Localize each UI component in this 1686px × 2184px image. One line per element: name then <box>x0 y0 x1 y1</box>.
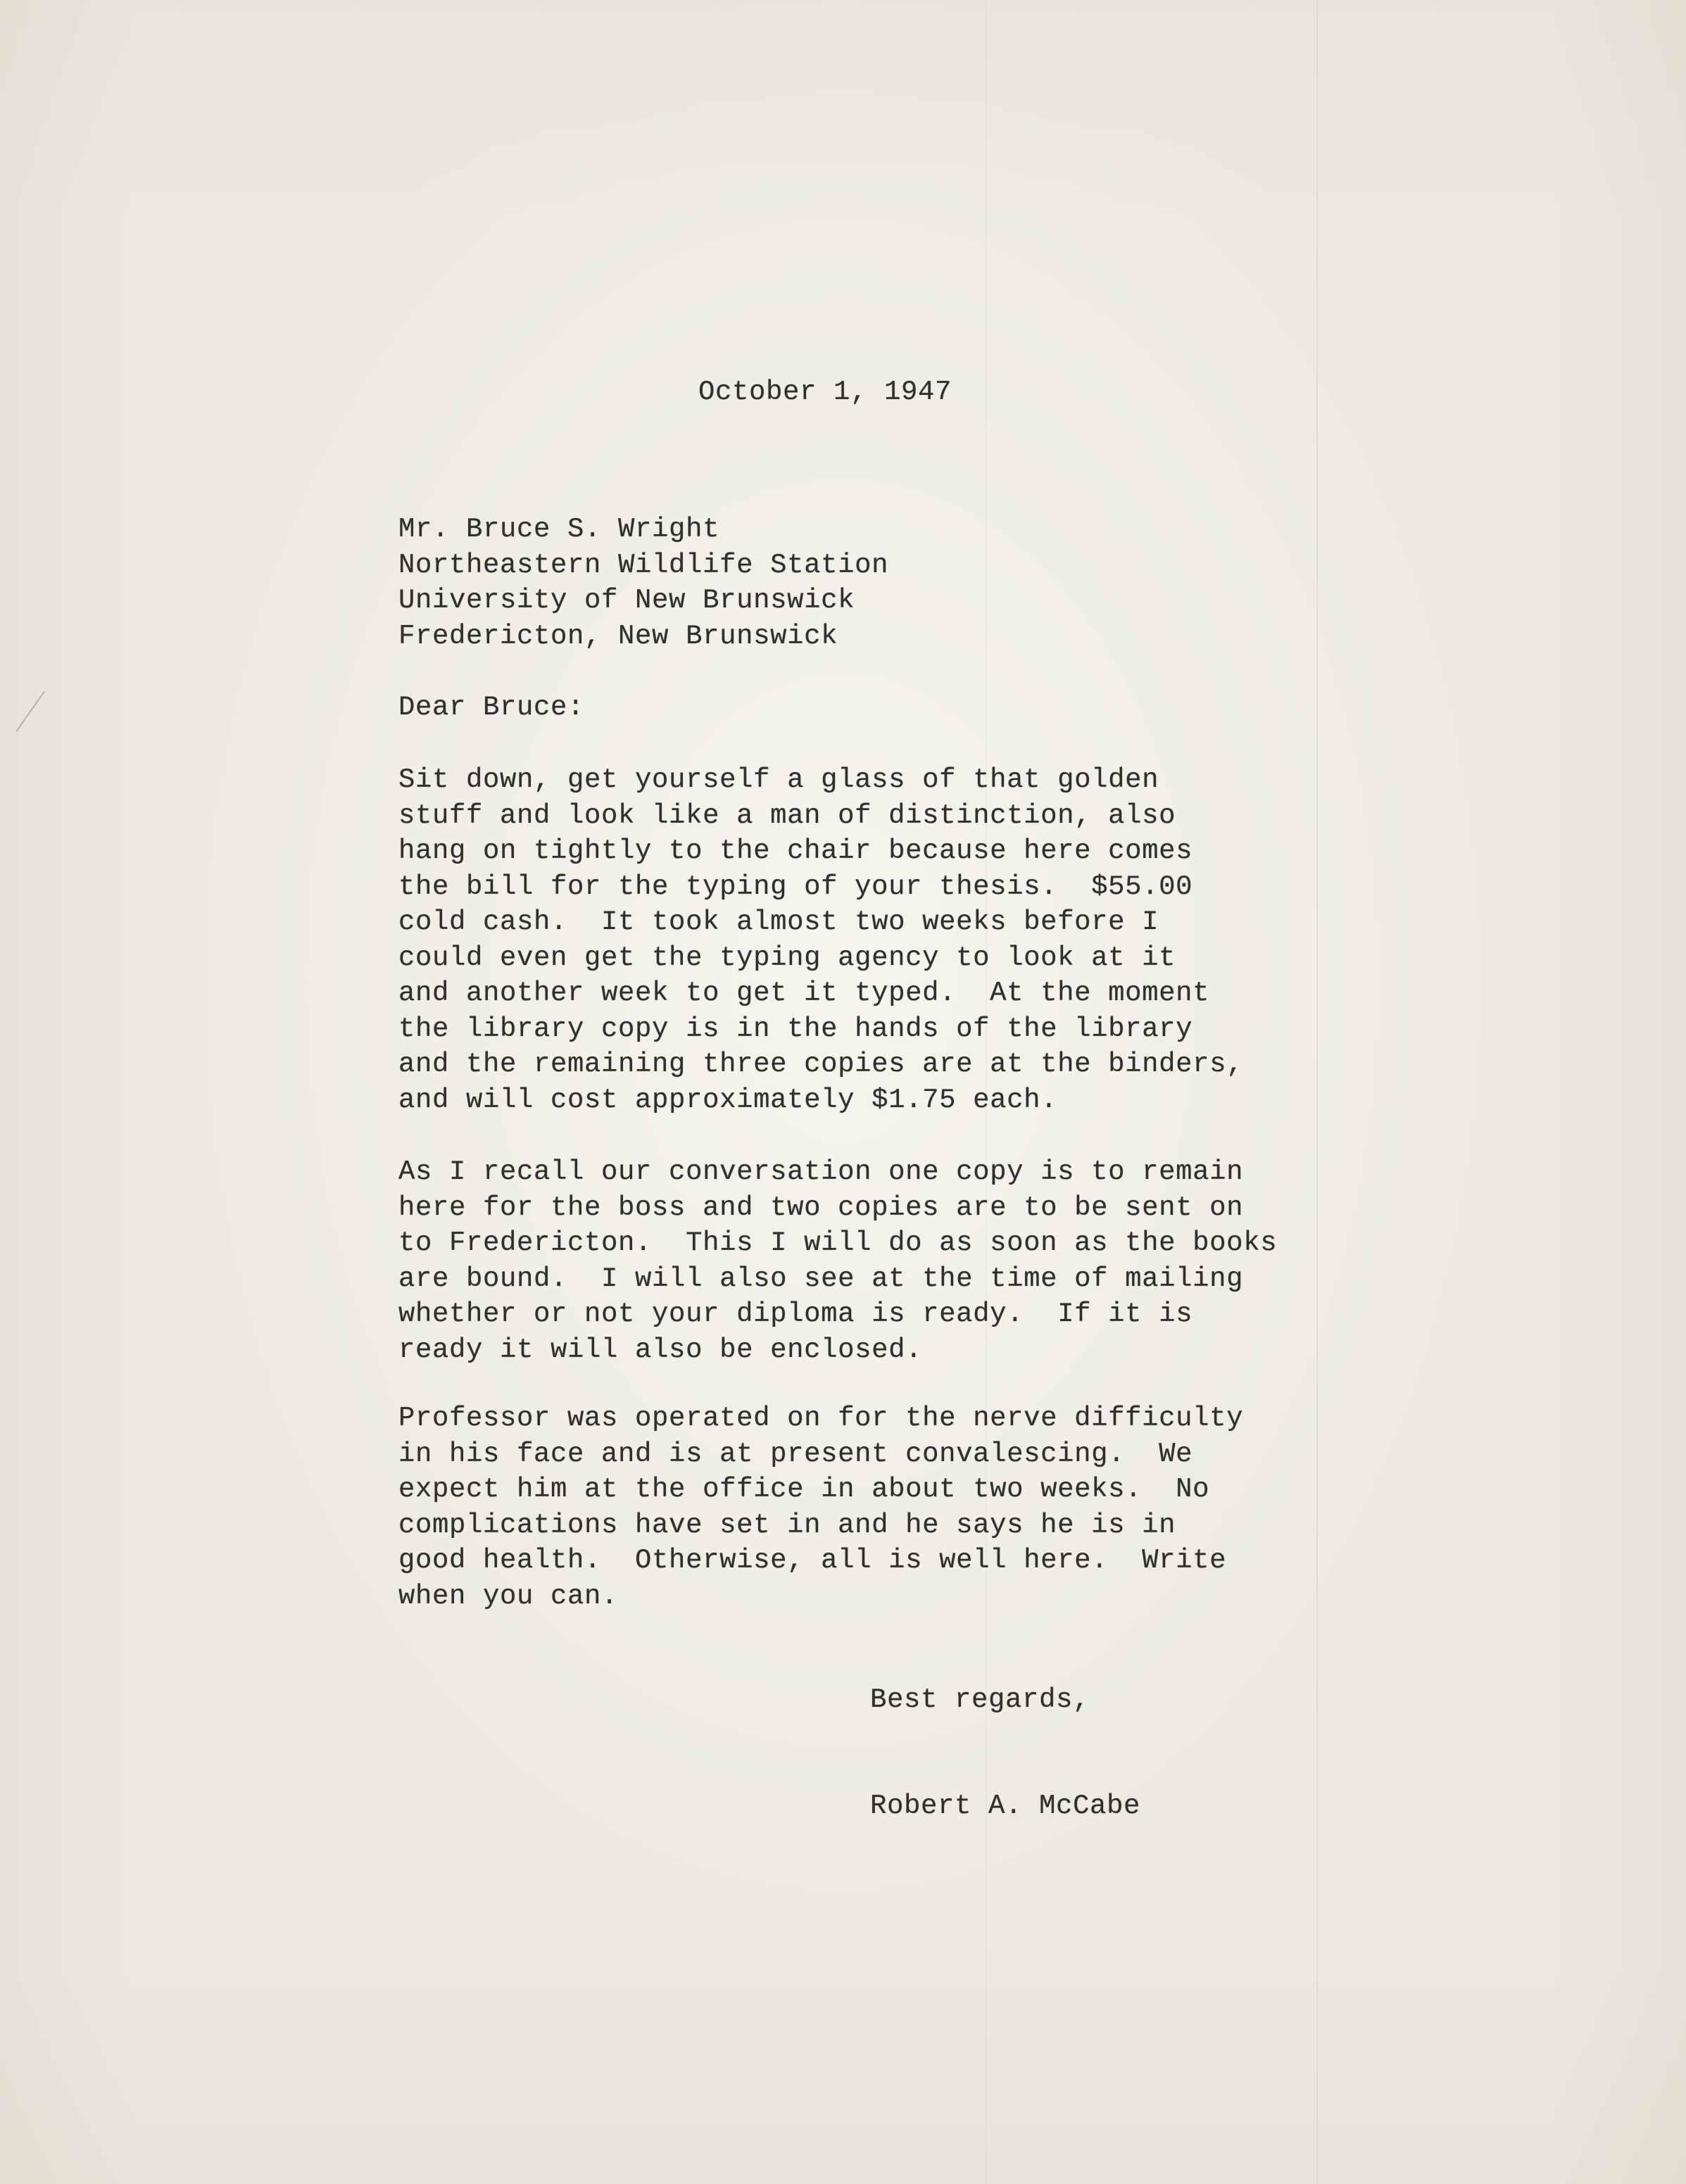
body-line: and the remaining three copies are at the binders, <box>398 1049 1244 1080</box>
body-line: could even get the typing agency to look at it <box>398 942 1176 973</box>
paragraph-1 <box>398 762 1243 1118</box>
margin-pencil-mark <box>15 691 45 732</box>
body-line: the bill for the typing of your thesis. $55.00 <box>398 871 1193 902</box>
body-line: in his face and is at present convalescing. We <box>398 1438 1193 1470</box>
body-line: complications have set in and he says he is in <box>398 1509 1176 1541</box>
body-line: As I recall our conversation one copy is to remain <box>398 1156 1244 1187</box>
body-line: are bound. I will also see at the time of mailing <box>398 1263 1244 1294</box>
body-line: the library copy is in the hands of the library <box>398 1013 1193 1044</box>
closing: Best regards, <box>870 1684 1090 1715</box>
body-line: hang on tightly to the chair because here comes <box>398 835 1193 866</box>
paper-crease <box>1316 0 1318 2184</box>
address-line: Mr. Bruce S. Wright <box>398 514 720 545</box>
body-line: cold cash. It took almost two weeks before I <box>398 907 1159 938</box>
recipient-address <box>398 512 888 654</box>
paragraph-3 <box>398 1401 1243 1614</box>
address-line: University of New Brunswick <box>398 585 855 616</box>
body-line: good health. Otherwise, all is well here. Write <box>398 1545 1227 1576</box>
body-line: Sit down, get yourself a glass of that golden <box>398 764 1159 795</box>
signer-name: Robert A. McCabe <box>870 1791 1141 1822</box>
salutation: Dear Bruce: <box>398 692 585 723</box>
body-line: here for the boss and two copies are to be sent on <box>398 1192 1244 1223</box>
body-line: stuff and look like a man of distinction, also <box>398 800 1176 831</box>
body-line: when you can. <box>398 1580 619 1612</box>
body-line: ready it will also be enclosed. <box>398 1334 923 1365</box>
body-line: and another week to get it typed. At the moment <box>398 978 1210 1009</box>
address-line: Northeastern Wildlife Station <box>398 549 889 581</box>
body-line: expect him at the office in about two weeks. No <box>398 1474 1210 1505</box>
address-line: Fredericton, New Brunswick <box>398 620 838 652</box>
body-line: whether or not your diploma is ready. If it is <box>398 1299 1193 1330</box>
body-line: to Fredericton. This I will do as soon as the books <box>398 1227 1278 1258</box>
body-line: and will cost approximately $1.75 each. <box>398 1084 1058 1116</box>
letter-date: October 1, 1947 <box>698 377 952 408</box>
paragraph-2 <box>398 1154 1277 1368</box>
body-line: Professor was operated on for the nerve difficulty <box>398 1403 1244 1434</box>
